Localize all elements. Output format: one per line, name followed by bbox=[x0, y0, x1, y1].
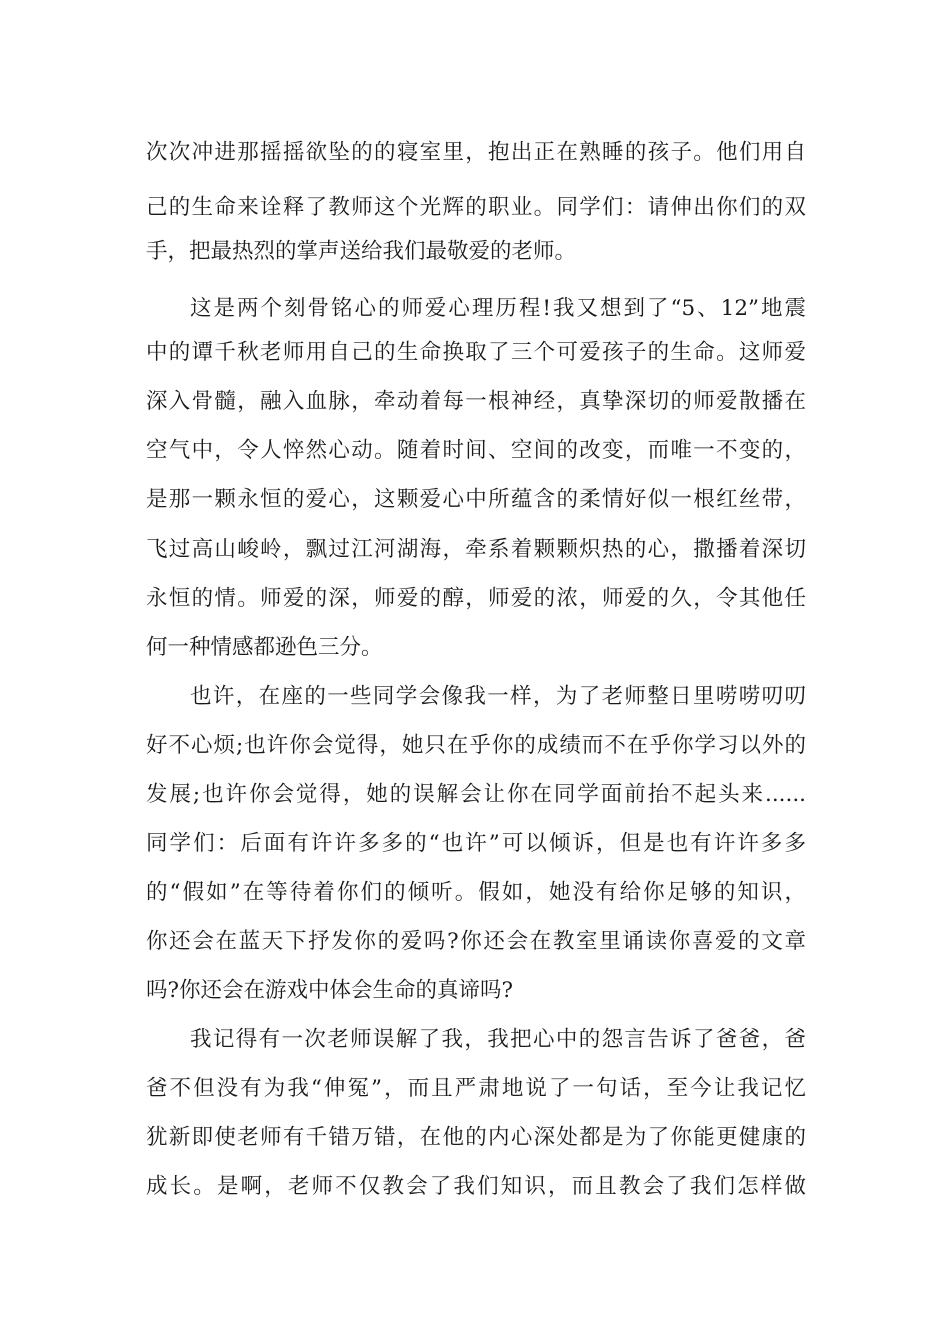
text-line: 好不心烦;也许你会觉得，她只在乎你的成绩而不在乎你学习以外的 bbox=[146, 733, 806, 758]
text-line: 深入骨髓，融入血脉，牵动着每一根神经，真挚深切的师爱散播在 bbox=[146, 389, 806, 414]
text-line: 次次冲进那摇摇欲坠的的寝室里，抱出正在熟睡的孩子。他们用自 bbox=[146, 140, 806, 165]
text-line: 空气中，令人悴然心动。随着时间、空间的改变，而唯一不变的， bbox=[146, 438, 806, 463]
text-line: 同学们：后面有许许多多的“也许”可以倾诉，但是也有许许多多 bbox=[146, 831, 806, 856]
paragraph-first-line: 也许，在座的一些同学会像我一样，为了老师整日里唠唠叨叨 bbox=[190, 684, 806, 709]
text-line: 成长。是啊，老师不仅教会了我们知识，而且教会了我们怎样做 bbox=[146, 1174, 806, 1199]
text-line: 手，把最热烈的掌声送给我们最敬爱的老师。 bbox=[146, 239, 577, 264]
text-line: 飞过高山峻岭，飘过江河湖海，牵系着颗颗炽热的心，撒播着深切 bbox=[146, 537, 806, 562]
text-line: 发展;也许你会觉得，她的误解会让你在同学面前抬不起头来...... bbox=[146, 782, 806, 807]
text-line: 是那一颗永恒的爱心，这颗爱心中所蕴含的柔情好似一根红丝带， bbox=[146, 487, 806, 512]
text-line: 永恒的情。师爱的深，师爱的醇，师爱的浓，师爱的久，令其他任 bbox=[146, 586, 806, 611]
text-line: 你还会在蓝天下抒发你的爱吗?你还会在教室里诵读你喜爱的文章 bbox=[146, 929, 806, 954]
text-line: 何一种情感都逊色三分。 bbox=[146, 635, 383, 660]
text-line: 的“假如”在等待着你们的倾听。假如，她没有给你足够的知识， bbox=[146, 880, 806, 905]
text-line: 己的生命来诠释了教师这个光辉的职业。同学们：请伸出你们的双 bbox=[146, 195, 806, 220]
text-line: 吗?你还会在游戏中体会生命的真谛吗? bbox=[146, 978, 514, 1003]
paragraph-first-line: 这是两个刻骨铭心的师爱心理历程!我又想到了“5、12”地震 bbox=[190, 296, 806, 321]
text-line: 爸不但没有为我“伸冤”，而且严肃地说了一句话，至今让我记忆 bbox=[146, 1076, 806, 1101]
paragraph-first-line: 我记得有一次老师误解了我，我把心中的怨言告诉了爸爸，爸 bbox=[190, 1027, 806, 1052]
text-line: 中的谭千秋老师用自己的生命换取了三个可爱孩子的生命。这师爱 bbox=[146, 340, 806, 365]
text-line: 犹新即使老师有千错万错，在他的内心深处都是为了你能更健康的 bbox=[146, 1125, 806, 1150]
